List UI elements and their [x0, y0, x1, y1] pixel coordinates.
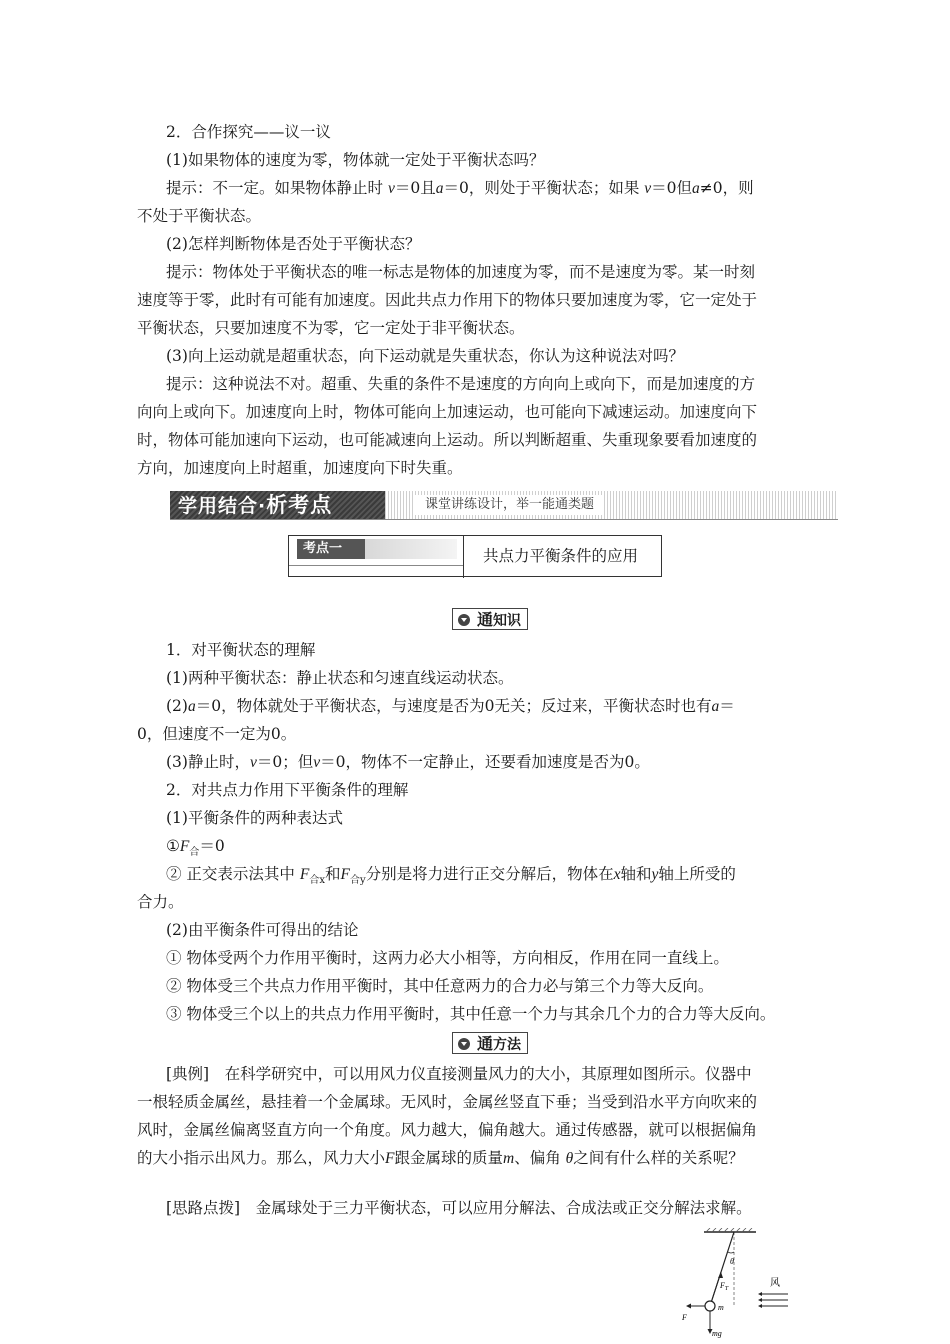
answer-3: 提示：这种说法不对。超重、失重的条件不是速度的方向向上或向下，而是加速度的方	[166, 375, 756, 393]
banner-title: 学用结合·析考点	[170, 491, 385, 519]
answer-2-cont: 平衡状态，只要加速度不为零，它一定处于非平衡状态。	[137, 319, 525, 337]
knowledge-line: ① 物体受两个力作用平衡时，这两力必大小相等，方向相反，作用在同一直线上。	[166, 949, 729, 967]
knowledge-line: (1)两种平衡状态：静止状态和匀速直线运动状态。	[166, 669, 514, 687]
knowledge-heading-2: 2．对共点力作用下平衡条件的理解	[166, 781, 409, 799]
knowledge-line: ③ 物体受三个以上的共点力作用平衡时，其中任意一个力与其余几个力的合力等大反向。	[166, 1005, 776, 1023]
answer-3-cont: 时，物体可能加速向下运动，也可能减速向上运动。所以判断超重、失重现象要看加速度的	[137, 431, 758, 449]
gravity-label: mg	[712, 1329, 722, 1338]
knowledge-line: ② 物体受三个共点力作用平衡时，其中任意两力的合力必与第三个力等大反向。	[166, 977, 714, 995]
answer-1-cont: 不处于平衡状态。	[137, 207, 262, 225]
answer-2: 提示：物体处于平衡状态的唯一标志是物体的加速度为零，而不是速度为零。某一时刻	[166, 263, 756, 281]
point-box	[288, 535, 662, 577]
wind-label: 风	[770, 1278, 780, 1289]
example-text: [典例] 在科学研究中，可以用风力仪直接测量风力的大小，其原理如图所示。仪器中	[166, 1065, 752, 1083]
example-text: 风时，金属丝偏离竖直方向一个角度。风力越大，偏角越大。通过传感器，就可以根据偏角	[137, 1121, 758, 1139]
knowledge-line: (2)a＝0，物体就处于平衡状态，与速度是否为0无关；反过来，平衡状态时也有a＝	[166, 697, 735, 715]
knowledge-line: $①F_合=0$	[166, 837, 225, 859]
answer-3-cont: 方向，加速度向上时超重，加速度向下时失重。	[137, 459, 463, 477]
knowledge-line: (3)静止时，v＝0；但v＝0，物体不一定静止，还要看加速度是否为0。	[166, 753, 650, 771]
point-box-rule	[289, 565, 463, 566]
section-banner	[170, 491, 838, 521]
answer-3-cont: 向向上或向下。加速度向上时，物体可能向上加速运动，也可能向下减速运动。加速度向下	[137, 403, 758, 421]
hint-text: [思路点拨] 金属球处于三力平衡状态，可以应用分解法、合成法或正交分解法求解。	[166, 1199, 752, 1217]
knowledge-line: ② 正交表示法其中 $F_{合x}$和$F_{合y}$分别是将力进行正交分解后，物体在x轴和y轴上所受的	[166, 865, 736, 887]
point-badge-tail	[365, 539, 457, 559]
banner-stripe	[385, 491, 838, 519]
question-2: (2)怎样判断物体是否处于平衡状态？	[166, 235, 421, 253]
knowledge-tag: 通知识	[452, 608, 528, 630]
knowledge-line: (1)平衡条件的两种表达式	[166, 809, 343, 827]
tag-marker-icon	[458, 614, 470, 626]
tension-label: $F_T$	[720, 1281, 729, 1292]
method-tag: 通方法	[452, 1032, 528, 1054]
wind-force-diagram	[676, 1228, 816, 1342]
knowledge-line: 合力。	[137, 893, 184, 911]
wind-force-label: F	[682, 1313, 687, 1322]
knowledge-line: 0，但速度不一定为0。	[137, 725, 297, 743]
wind-arrowheads	[758, 1292, 762, 1308]
knowledge-heading-1: 1．对平衡状态的理解	[166, 641, 316, 659]
question-1: (1)如果物体的速度为零，物体就一定处于平衡状态吗？	[166, 151, 545, 169]
mass-label: m	[718, 1303, 724, 1312]
tag-marker-icon	[458, 1038, 470, 1050]
point-title: 共点力平衡条件的应用	[483, 547, 639, 565]
example-text: 一根轻质金属丝，悬挂着一个金属球。无风时，金属丝竖直下垂；当受到沿水平方向吹来的	[137, 1093, 758, 1111]
wind-lines	[760, 1294, 788, 1306]
angle-arc	[728, 1252, 734, 1253]
knowledge-line: (2)由平衡条件可得出的结论	[166, 921, 359, 939]
banner-rule	[170, 519, 838, 520]
metal-ball	[705, 1301, 715, 1311]
section-heading: 2．合作探究——议一议	[166, 123, 331, 141]
theta-label: θ	[730, 1257, 734, 1266]
banner-subtitle: 课堂讲练设计，举一能通类题	[415, 495, 604, 515]
point-box-divider	[463, 536, 464, 578]
example-text: 的大小指示出风力。那么，风力大小F跟金属球的质量m、偏角 θ之间有什么样的关系呢？	[137, 1149, 744, 1167]
point-badge: 考点一	[297, 539, 365, 559]
answer-2-cont: 速度等于零，此时有可能有加速度。因此共点力作用下的物体只要加速度为零，它一定处于	[137, 291, 758, 309]
answer-1: 提示：不一定。如果物体静止时 v＝0且a＝0，则处于平衡状态；如果 v＝0但a≠0，则	[166, 179, 754, 197]
wind-force-arrowhead	[686, 1304, 691, 1309]
question-3: (3)向上运动就是超重状态，向下运动就是失重状态，你认为这种说法对吗？	[166, 347, 684, 365]
